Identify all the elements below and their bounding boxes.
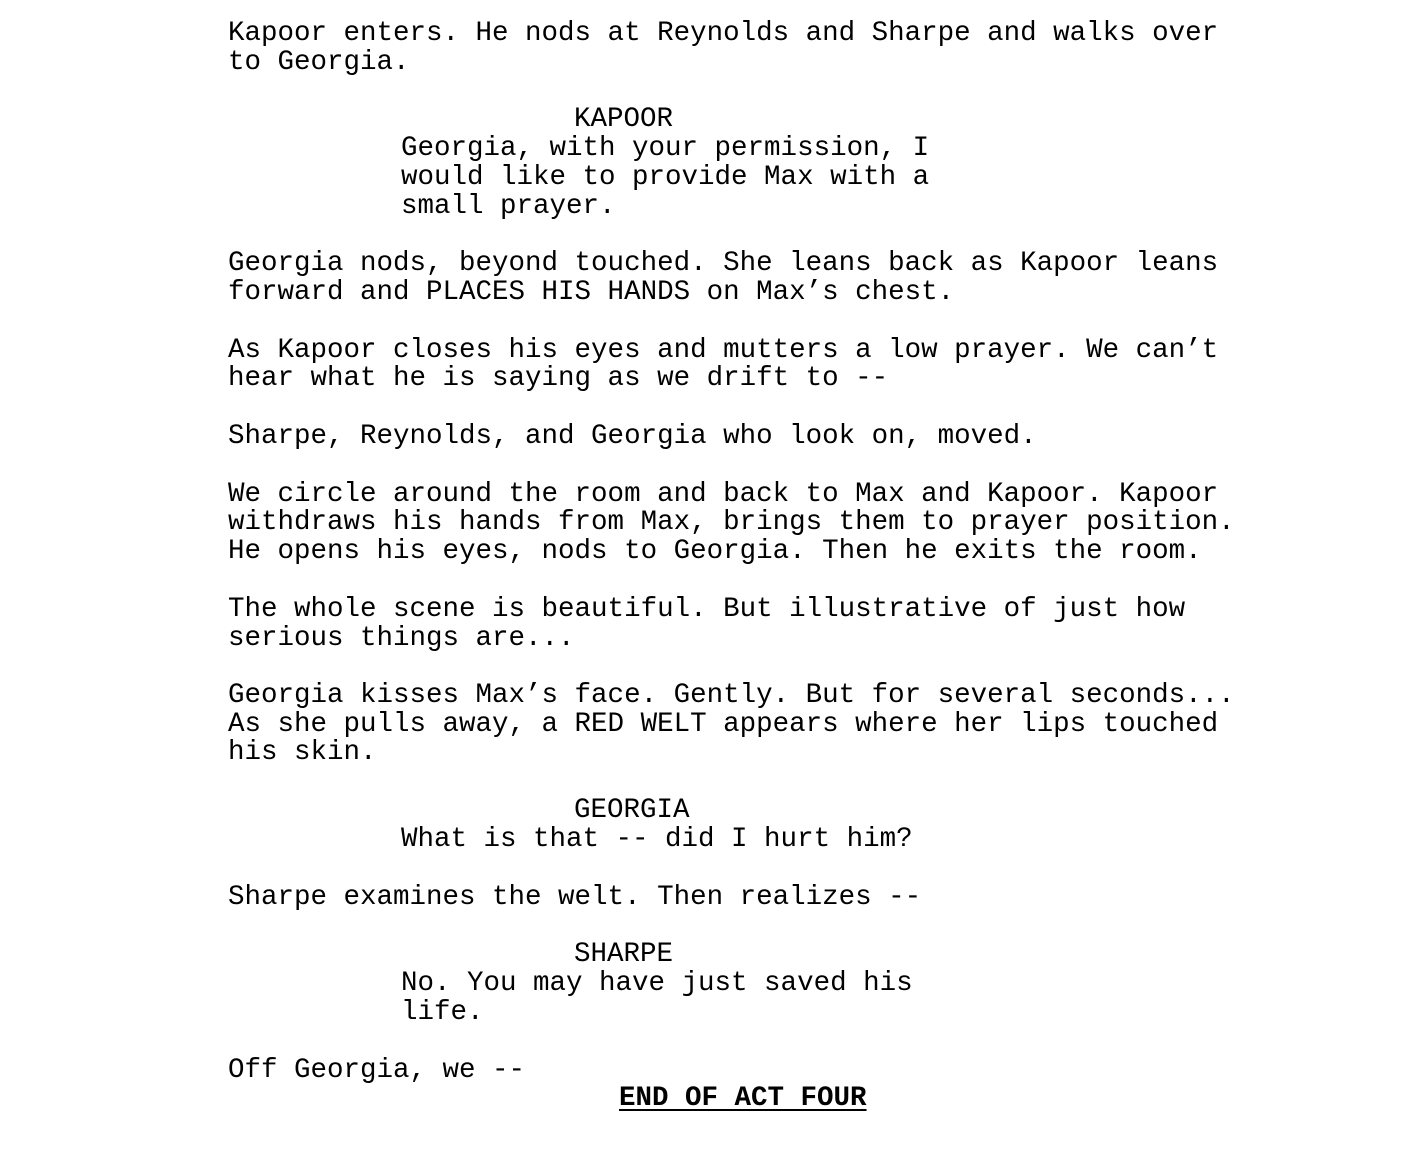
character-name-kapoor: KAPOOR [574,104,674,135]
action-line: Georgia nods, beyond touched. She leans back as Kapoor leans [228,248,1219,279]
action-line: He opens his eyes, nods to Georgia. Then he exits the room. [228,536,1202,567]
dialogue-line: What is that -- did I hurt him? [401,824,913,855]
action-line: hear what he is saying as we drift to -- [228,363,889,394]
action-line: Georgia kisses Max’s face. Gently. But for several seconds... [228,680,1235,711]
dialogue-line: No. You may have just saved his [401,968,913,999]
action-line: Kapoor enters. He nods at Reynolds and Sharpe and walks over [228,18,1219,49]
dialogue-line: small prayer. [401,191,616,222]
action-line: The whole scene is beautiful. But illustrative of just how [228,594,1186,625]
character-name-sharpe: SHARPE [574,939,674,970]
end-of-act-heading: END OF ACT FOUR [619,1083,867,1114]
action-line: to Georgia. [228,47,410,78]
action-line: As she pulls away, a RED WELT appears where her lips touched [228,709,1219,740]
action-line: Sharpe, Reynolds, and Georgia who look on, moved. [228,421,1037,452]
action-line: We circle around the room and back to Max and Kapoor. Kapoor [228,479,1219,510]
action-line: As Kapoor closes his eyes and mutters a low prayer. We can’t [228,335,1219,366]
dialogue-line: Georgia, with your permission, I [401,133,930,164]
action-line: forward and PLACES HIS HANDS on Max’s chest. [228,277,955,308]
action-line: serious things are... [228,623,575,654]
action-line: his skin. [228,737,377,768]
dialogue-line: would like to provide Max with a [401,162,930,193]
action-line: withdraws his hands from Max, brings them to prayer position. [228,507,1235,538]
action-line: Off Georgia, we -- [228,1055,526,1086]
dialogue-line: life. [401,997,484,1028]
character-name-georgia: GEORGIA [574,795,690,826]
action-line: Sharpe examines the welt. Then realizes -- [228,882,922,913]
